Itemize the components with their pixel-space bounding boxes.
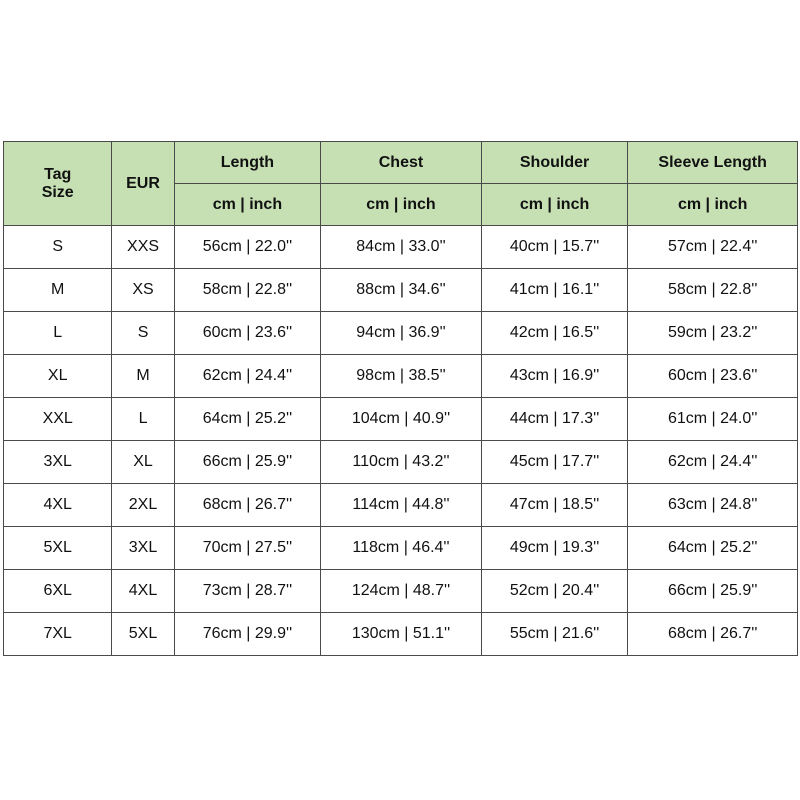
header-shoulder-unit: cm | inch (481, 184, 628, 226)
cell-chest: 88cm | 34.6'' (321, 269, 482, 312)
cell-sleeve-length: 62cm | 24.4'' (628, 441, 798, 484)
table-row (4, 527, 798, 570)
header-shoulder: Shoulder (481, 142, 628, 184)
cell-length: 60cm | 23.6'' (174, 312, 321, 355)
cell-eur: 3XL (112, 527, 174, 570)
cell-tag-size: M (4, 269, 112, 312)
cell-shoulder: 40cm | 15.7'' (481, 226, 628, 269)
cell-eur: M (112, 355, 174, 398)
cell-length: 64cm | 25.2'' (174, 398, 321, 441)
cell-shoulder: 47cm | 18.5'' (481, 484, 628, 527)
cell-tag-size: S (4, 226, 112, 269)
cell-chest: 84cm | 33.0'' (321, 226, 482, 269)
header-sleeve-length-unit: cm | inch (628, 184, 798, 226)
cell-shoulder: 45cm | 17.7'' (481, 441, 628, 484)
cell-tag-size: 4XL (4, 484, 112, 527)
cell-length: 56cm | 22.0'' (174, 226, 321, 269)
cell-shoulder: 55cm | 21.6'' (481, 613, 628, 656)
cell-shoulder: 44cm | 17.3'' (481, 398, 628, 441)
cell-chest: 98cm | 38.5'' (321, 355, 482, 398)
cell-chest: 114cm | 44.8'' (321, 484, 482, 527)
header-tag-size-line1: Tag (44, 165, 72, 183)
cell-sleeve-length: 68cm | 26.7'' (628, 613, 798, 656)
cell-shoulder: 42cm | 16.5'' (481, 312, 628, 355)
cell-sleeve-length: 66cm | 25.9'' (628, 570, 798, 613)
cell-sleeve-length: 63cm | 24.8'' (628, 484, 798, 527)
header-sleeve-length: Sleeve Length (628, 142, 798, 184)
cell-sleeve-length: 58cm | 22.8'' (628, 269, 798, 312)
cell-length: 76cm | 29.9'' (174, 613, 321, 656)
header-chest-unit: cm | inch (321, 184, 482, 226)
table-row (4, 269, 798, 312)
cell-tag-size: XXL (4, 398, 112, 441)
cell-eur: 2XL (112, 484, 174, 527)
size-chart (3, 141, 798, 656)
cell-sleeve-length: 64cm | 25.2'' (628, 527, 798, 570)
table-row (4, 398, 798, 441)
table-row (4, 441, 798, 484)
header-row-titles (4, 142, 798, 184)
cell-length: 66cm | 25.9'' (174, 441, 321, 484)
header-chest: Chest (321, 142, 482, 184)
table-row (4, 570, 798, 613)
size-table (3, 141, 798, 656)
cell-eur: S (112, 312, 174, 355)
cell-tag-size: XL (4, 355, 112, 398)
table-row (4, 355, 798, 398)
header-tag-size (4, 142, 112, 226)
cell-sleeve-length: 57cm | 22.4'' (628, 226, 798, 269)
cell-sleeve-length: 59cm | 23.2'' (628, 312, 798, 355)
cell-eur: XXS (112, 226, 174, 269)
cell-shoulder: 52cm | 20.4'' (481, 570, 628, 613)
table-row (4, 312, 798, 355)
cell-sleeve-length: 60cm | 23.6'' (628, 355, 798, 398)
cell-eur: L (112, 398, 174, 441)
cell-chest: 104cm | 40.9'' (321, 398, 482, 441)
cell-chest: 94cm | 36.9'' (321, 312, 482, 355)
header-eur: EUR (112, 142, 174, 226)
cell-chest: 118cm | 46.4'' (321, 527, 482, 570)
cell-tag-size: 3XL (4, 441, 112, 484)
table-row (4, 226, 798, 269)
cell-eur: XS (112, 269, 174, 312)
cell-chest: 124cm | 48.7'' (321, 570, 482, 613)
cell-length: 58cm | 22.8'' (174, 269, 321, 312)
cell-chest: 130cm | 51.1'' (321, 613, 482, 656)
cell-length: 62cm | 24.4'' (174, 355, 321, 398)
cell-tag-size: L (4, 312, 112, 355)
cell-eur: XL (112, 441, 174, 484)
cell-tag-size: 6XL (4, 570, 112, 613)
cell-length: 68cm | 26.7'' (174, 484, 321, 527)
cell-eur: 5XL (112, 613, 174, 656)
table-row (4, 484, 798, 527)
cell-eur: 4XL (112, 570, 174, 613)
cell-length: 70cm | 27.5'' (174, 527, 321, 570)
header-length: Length (174, 142, 321, 184)
cell-shoulder: 41cm | 16.1'' (481, 269, 628, 312)
table-row (4, 613, 798, 656)
cell-length: 73cm | 28.7'' (174, 570, 321, 613)
header-length-unit: cm | inch (174, 184, 321, 226)
cell-sleeve-length: 61cm | 24.0'' (628, 398, 798, 441)
cell-chest: 110cm | 43.2'' (321, 441, 482, 484)
cell-tag-size: 5XL (4, 527, 112, 570)
header-tag-size-line2: Size (41, 183, 74, 201)
cell-shoulder: 43cm | 16.9'' (481, 355, 628, 398)
cell-shoulder: 49cm | 19.3'' (481, 527, 628, 570)
table-body (4, 226, 798, 656)
cell-tag-size: 7XL (4, 613, 112, 656)
